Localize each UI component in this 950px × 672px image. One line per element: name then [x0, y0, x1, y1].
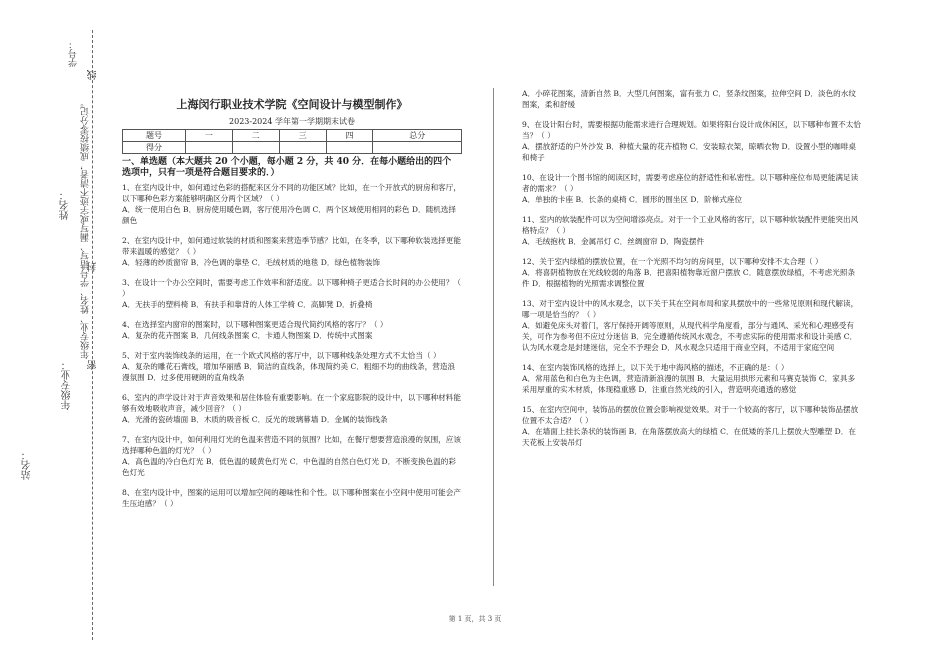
score-cell: 三	[279, 130, 326, 142]
question-item	[122, 277, 462, 310]
question-stem: 4、在选择室内窗帘的图案时，以下哪种图案更适合现代简约风格的客厅？（ ）	[122, 320, 388, 329]
score-cell: 总分	[373, 130, 462, 142]
name-label: 姓名：	[60, 190, 71, 220]
seal-feng: 封	[88, 262, 99, 272]
question-options: A．在墙面上挂长条状的装饰画 B．在角落摆放高大的绿植 C．在低矮的茶几上摆放大型雕塑 D．在天花板上安装吊灯	[522, 427, 856, 447]
question-item	[122, 182, 462, 226]
section-heading	[122, 157, 462, 179]
score-cell	[326, 142, 373, 154]
question-item	[122, 350, 462, 383]
question-item	[122, 319, 462, 341]
question-item	[522, 362, 862, 395]
binding-margin	[8, 0, 99, 672]
score-cell	[186, 142, 233, 154]
question-item	[522, 404, 862, 448]
score-table-score-row	[123, 142, 462, 154]
question-stem: 1、在室内设计中，如何通过色彩的搭配来区分不同的功能区域？比如，在一个开放式的厨房和客厅，以下哪种色彩方案能够明确区分两个区域？（ ）	[122, 183, 461, 203]
score-cell: 题号	[123, 130, 186, 142]
student-id-label: 学号：	[69, 40, 79, 67]
exam-title: 上海闵行职业技术学院《空间设计与模型制作》	[176, 98, 408, 111]
score-cell	[279, 142, 326, 154]
question-item	[122, 487, 462, 509]
column-divider	[493, 88, 494, 586]
question-options: A．小碎花图案，清新自然 B．大型几何图案，富有张力 C．竖条纹图案，拉伸空间 D．淡色的水纹图案，柔和舒缓	[522, 89, 856, 109]
question-item	[122, 235, 462, 268]
question-item	[522, 88, 862, 110]
score-cell: 二	[232, 130, 279, 142]
question-stem: 5、对于室内装饰线条的运用，在一个欧式风格的客厅中，以下哪种线条处理方式不太恰当（ ）	[122, 351, 441, 360]
right-column	[522, 88, 862, 457]
question-stem: 7、在室内设计中，如何利用灯光的色温来营造不同的氛围？比如，在餐厅想要营造浪漫的氛围，应该选择哪种色温的灯光？（ ）	[122, 435, 461, 455]
question-stem: 2、在室内设计中，如何通过软装的材质和图案来营造季节感？比如，在冬季，以下哪种软装选择更能带来温暖的感觉？（ ）	[122, 236, 461, 256]
question-item	[122, 434, 462, 478]
question-stem: 15、在室内空间中，装饰品的摆放位置会影响视觉效果。对于一个较高的客厅，以下哪种装饰品摆放位置不太合适？（ ）	[522, 405, 859, 425]
question-options: A．单独的卡座 B．长条的桌椅 C．圆形的围坐区 D．阶梯式座位	[522, 195, 743, 204]
question-stem: 11、室内的软装配件可以为空间增添亮点。对于一个工业风格的客厅，以下哪种软装配件更能突出风格特点？（ ）	[522, 215, 859, 235]
score-table	[122, 129, 462, 154]
seal-mi: 密	[88, 360, 99, 370]
exam-subtitle: 2023-2024 学年第一学期期末试卷	[229, 117, 355, 126]
question-item	[522, 256, 862, 289]
question-stem: 9、在设计阳台时，需要根据功能需求进行合理规划。如果将阳台设计成休闲区，以下哪种布置不太恰当？（ ）	[522, 120, 861, 140]
section-heading-line1: 一、单选题（本大题共 20 个小题，每小题 2 分，共 40 分．在每小题给出的四个	[122, 157, 452, 167]
question-options: A．毛绒抱枕 B．金属吊灯 C．丝绸窗帘 D．陶瓷摆件	[522, 237, 705, 246]
question-options: A．如避免床头对着门，客厅保持开阔等原则，从现代科学角度看，部分与通风、采光和心理感受有关，可作为参考但不应过分迷信 B．完全遵循传统风水观念，不考虑实际的使用需求和设计美感 C．认为风水观念是封建迷信，完全不予理会 D．风水观念只适用于商业空间，不适用于家庭空间	[522, 321, 858, 352]
question-options: A．无扶手的塑料椅 B．有扶手和靠背的人体工学椅 C．高脚凳 D．折叠椅	[122, 300, 373, 309]
question-stem: 12、关于室内绿植的摆放位置，在一个光照不均匀的房间里，以下哪种安排不太合理（ ）	[522, 257, 823, 266]
question-options: A．常用蓝色和白色为主色调，营造清新浪漫的氛围 B．大量运用拱形元素和马赛克装饰 C．家具多采用厚重的实木材质，体现稳重感 D．注重自然光线的引入，营造明亮通透的感觉	[522, 374, 856, 394]
question-item	[122, 392, 462, 425]
question-stem: 10、在设计一个图书馆的阅读区时，需要考虑座位的舒适性和私密性。以下哪种座位布局更能满足读者的需求？（ ）	[522, 173, 859, 193]
cut-line	[92, 30, 93, 640]
question-options: A．摆放舒适的户外沙发 B．种植大量的花卉植物 C．安装晾衣架，晾晒衣物 D．设置小型的咖啡桌和椅子	[522, 142, 856, 162]
question-options: A．复杂的花卉图案 B．几何线条图案 C．卡通人物图案 D．传统中式图案	[122, 331, 373, 340]
question-stem: 8、在室内设计中，图案的运用可以增加空间的趣味性和个性。以下哪种图案在小空间中使用可能会产生压迫感？（ ）	[122, 488, 461, 508]
question-options: A．复杂的雕花石膏线，增加华丽感 B．简洁的直线条，体现简约美 C．粗细不均的曲线条，营造浪漫氛围 D．过多使用硬朗的直角线条	[122, 362, 456, 382]
seal-xian: 线	[88, 70, 99, 80]
question-stem: 6、室内的声学设计对于声音效果和居住体验有重要影响。在一个家庭影院的设计中，以下哪种材料能够有效地吸收声音，减少回音？（ ）	[122, 393, 461, 413]
question-options: A．轻薄的纱质窗帘 B．冷色调的靠垫 C．毛绒材质的地毯 D．绿色植物装饰	[122, 258, 381, 267]
question-options: A．将喜阴植物放在光线较弱的角落 B．把喜阳植物靠近窗户摆放 C．随意摆放绿植，不考虑光照条件 D．根据植物的光照需求调整位置	[522, 268, 856, 288]
section-heading-line2: 选项中，只有一项是符合题目要求的．）	[122, 168, 280, 178]
question-item	[522, 119, 862, 163]
score-cell: 得分	[123, 142, 186, 154]
seal-notice: 年级专业、姓名、学号错写、漏写或字迹不清者，成绩按零分记。	[81, 98, 91, 359]
score-cell: 一	[186, 130, 233, 142]
score-cell: 四	[326, 130, 373, 142]
page-number: 第 1 页，共 3 页	[448, 615, 502, 623]
question-item	[522, 298, 862, 353]
major-label: 年级专业：	[62, 360, 73, 410]
question-options: A．统一使用白色 B．厨房使用暖色调，客厅使用冷色调 C．两个区域使用相同的彩色 D．随机选择颜色	[122, 205, 456, 225]
question-item	[522, 214, 862, 247]
score-cell	[373, 142, 462, 154]
question-options: A．光滑的瓷砖墙面 B．木质的吸音板 C．反光的玻璃幕墙 D．金属的装饰线条	[122, 415, 388, 424]
question-stem: 3、在设计一个办公空间时，需要考虑工作效率和舒适度。以下哪种椅子更适合长时间的办公使用？（ ）	[122, 278, 461, 298]
left-column	[122, 96, 462, 518]
question-options: A．高色温的冷白色灯光 B．低色温的暖黄色灯光 C．中色温的自然白色灯光 D．不断变换色温的彩色灯光	[122, 457, 456, 477]
question-stem: 13、对于室内设计中的风水观念，以下关于其在空间布局和家具摆放中的一些常见原则和现代解读，哪一项是恰当的？（ ）	[522, 299, 859, 319]
score-cell	[232, 142, 279, 154]
score-table-header-row	[123, 130, 462, 142]
question-stem: 14、在室内装饰风格的选择上，以下关于地中海风格的描述，不正确的是：（ ）	[522, 363, 789, 372]
station-label: 站名：	[22, 450, 33, 480]
question-item	[522, 172, 862, 205]
